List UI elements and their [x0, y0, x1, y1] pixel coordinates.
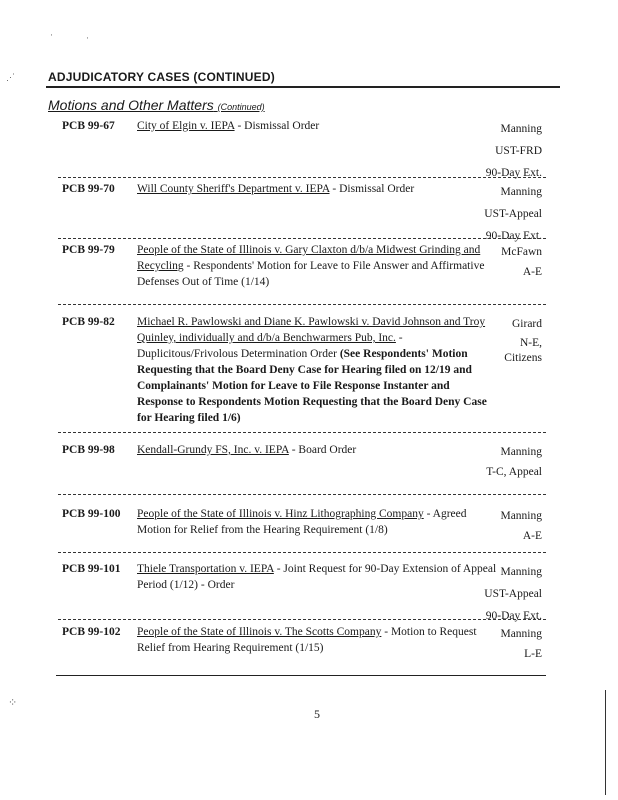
board-member: Manning: [500, 628, 542, 640]
header-rule: [46, 86, 560, 88]
case-parties: People of the State of Illinois v. The Scotts Company: [137, 626, 382, 638]
case-parties: People of the State of Illinois v. Gary Claxton d/b/a Midwest Grinding and Recycling: [137, 244, 481, 272]
case-action: - Duplicitous/Frivolous Determination Order: [137, 332, 403, 360]
case-action: - Dismissal Order: [234, 120, 320, 132]
case-divider: [58, 619, 546, 620]
board-member: Manning: [500, 510, 542, 522]
case-assignment: [432, 561, 542, 627]
case-type: UST-Appeal: [484, 588, 542, 600]
case-assignment: [432, 506, 542, 546]
case-type: L-E: [524, 648, 542, 660]
scan-speck: ⋰: [6, 72, 15, 82]
board-member: Manning: [500, 566, 542, 578]
board-member: Manning: [500, 186, 542, 198]
case-action: - Agreed Motion for Relief from the Hearing Requirement (1/8): [137, 508, 467, 536]
case-divider: [58, 304, 546, 305]
board-member: McFawn: [501, 246, 542, 258]
case-action: - Dismissal Order: [329, 183, 415, 195]
case-type: N-E,: [519, 337, 542, 349]
case-number: PCB 99-100: [62, 508, 121, 520]
case-divider: [58, 432, 546, 433]
case-type: A-E: [522, 530, 542, 542]
case-assignment: [432, 442, 542, 482]
case-type: T-C, Appeal: [486, 466, 542, 478]
case-assignment: [432, 118, 542, 184]
subsection-title-text: Motions and Other Matters: [48, 97, 214, 113]
case-divider: [58, 494, 546, 495]
case-type-extra: 90-Day Ext.: [485, 610, 542, 622]
case-number: PCB 99-102: [62, 626, 121, 638]
scan-speck: ·: [86, 33, 89, 43]
case-number: PCB 99-67: [62, 120, 115, 132]
case-parties: Thiele Transportation v. IEPA: [137, 563, 274, 575]
case-parties: People of the State of Illinois v. Hinz Lithographing Company: [137, 508, 424, 520]
case-type: UST-Appeal: [484, 208, 542, 220]
case-divider: [58, 177, 546, 178]
case-assignment: [432, 242, 542, 282]
case-number: PCB 99-82: [62, 316, 115, 328]
subsection-continued: (Continued): [217, 102, 265, 112]
board-member: Manning: [500, 123, 542, 135]
case-note: (See Respondents' Motion Requesting that the Board Deny Case for Hearing filed on 12/19 and Complainants' Motion for Leave to File Response Instanter and Response to Respondents Motion Requesting that the Board Deny Case for Hearing filed 1/6): [137, 348, 487, 424]
scan-edge-line: [605, 690, 606, 795]
case-assignment: [432, 314, 542, 366]
case-action: - Board Order: [288, 444, 357, 456]
case-type-extra: Citizens: [504, 352, 542, 364]
case-type-extra: 90-Day Ext.: [485, 230, 542, 242]
section-title: ADJUDICATORY CASES (CONTINUED): [48, 70, 275, 84]
case-type: UST-FRD: [495, 145, 542, 157]
page-number: 5: [314, 707, 320, 721]
case-parties: Kendall-Grundy FS, Inc. v. IEPA: [137, 444, 289, 456]
case-type-extra: 90-Day Ext.: [485, 167, 542, 179]
case-divider: [58, 552, 546, 553]
case-action: - Joint Request for 90-Day Extension of Appeal Period (1/12) - Order: [137, 563, 497, 591]
case-number: PCB 99-79: [62, 244, 115, 256]
case-parties: City of Elgin v. IEPA: [137, 120, 235, 132]
case-number: PCB 99-101: [62, 563, 121, 575]
subsection-title: [48, 97, 265, 113]
board-member: Manning: [500, 446, 542, 458]
case-parties: Will County Sheriff's Department v. IEPA: [137, 183, 330, 195]
footer-rule: [56, 675, 546, 676]
board-member: Girard: [511, 318, 542, 330]
case-type: A-E: [522, 266, 542, 278]
scan-speck: ·: [50, 30, 53, 40]
case-number: PCB 99-70: [62, 183, 115, 195]
case-divider: [58, 238, 546, 239]
case-action: - Respondents' Motion for Leave to File Answer and Affirmative Defenses Out of Time (1/14): [137, 260, 485, 288]
case-number: PCB 99-98: [62, 444, 115, 456]
scan-speck: ⁘: [8, 697, 18, 709]
case-parties: Michael R. Pawlowski and Diane K. Pawlowski v. David Johnson and Troy Quinley, individually and d/b/a Benchwarmers Pub, Inc.: [137, 316, 486, 344]
case-assignment: [432, 624, 542, 664]
case-action: - Motion to Request Relief from Hearing Requirement (1/15): [137, 626, 477, 654]
